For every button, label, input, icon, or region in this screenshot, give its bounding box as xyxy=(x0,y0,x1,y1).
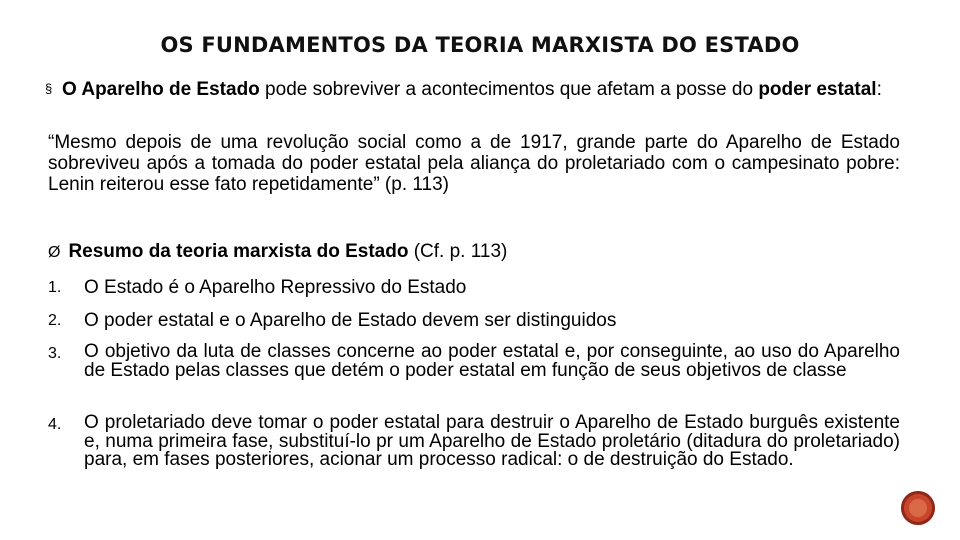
list-number: 4. xyxy=(48,416,62,433)
intro-end: : xyxy=(876,79,882,100)
summary-bold: Resumo da teoria marxista do Estado xyxy=(68,241,409,262)
summary-ref: (Cf. p. 113) xyxy=(408,241,508,262)
intro-bold-term-2: poder estatal xyxy=(758,79,877,100)
arrow-bullet-icon: Ø xyxy=(48,244,61,261)
logo-icon xyxy=(901,491,935,525)
list-text: O poder estatal e o Aparelho de Estado devem ser distinguidos xyxy=(84,310,617,331)
intro-paragraph xyxy=(62,79,900,100)
list-text: O proletariado deve tomar o poder estatal para destruir o Aparelho de Estado burguês existente e, numa primeira fase, substituí-lo pr um Aparelho de Estado proletário (ditadura do proletariado) para, em fases posteriores, acionar um processo radical: o de destruição do Estado. xyxy=(84,412,900,470)
quote-paragraph: “Mesmo depois de uma revolução social como a de 1917, grande parte do Aparelho de Estado sobreviveu após a tomada do poder estatal pela aliança do proletariado com o campesinato pobre: Lenin reiterou esse fato repetidamente” (p. 113) xyxy=(48,132,900,195)
intro-bold-term: O Aparelho de Estado xyxy=(62,79,260,100)
list-text: O objetivo da luta de classes concerne ao poder estatal e, por conseguinte, ao uso do Aparelho de Estado pelas classes que detém o poder estatal em função de seus objetivos de classe xyxy=(84,341,900,381)
summary-heading xyxy=(48,241,507,263)
list-text: O Estado é o Aparelho Repressivo do Estado xyxy=(84,277,467,298)
list-number: 2. xyxy=(48,312,62,329)
list-number: 3. xyxy=(48,345,62,362)
intro-text: pode sobreviver a acontecimentos que afetam a posse do xyxy=(259,79,759,100)
slide-title: OS FUNDAMENTOS DA TEORIA MARXISTA DO ESTADO xyxy=(160,33,800,57)
list-number: 1. xyxy=(48,279,62,296)
bullet-icon: § xyxy=(45,81,53,96)
